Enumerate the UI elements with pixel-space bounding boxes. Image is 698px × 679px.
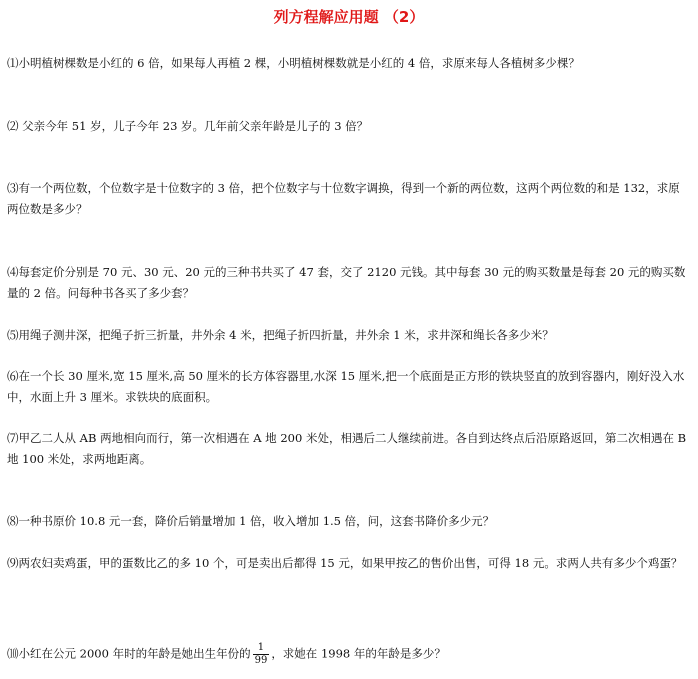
- question-3: ⑶有一个两位数，个位数字是十位数字的 3 倍，把个位数字与十位数字调换，得到一个新的两位数，这两个两位数的和是 132，求原两位数是多少？: [7, 181, 680, 216]
- question-2: ⑵ 父亲今年 51 岁，儿子今年 23 岁。几年前父亲年龄是儿子的 3 倍？: [7, 119, 369, 133]
- question-10-text-end: ，求她在 1998 年的年龄是多少？: [271, 646, 446, 661]
- question-6: ⑹在一个长 30 厘米,宽 15 厘米,高 50 厘米的长方体容器里,水深 15 厘米,把一个底面是正方形的铁块竖直的放到容器内，刚好没入水中，水面上升 3 厘米。求铁块的底面积。: [7, 369, 685, 404]
- question-9: ⑼两农妇卖鸡蛋，甲的蛋数比乙的多 10 个，可是卖出后都得 15 元，如果甲按乙的售价出售，可得 18 元。求两人共有多少个鸡蛋？: [7, 556, 683, 570]
- question-7: ⑺甲乙二人从 AB 两地相向而行，第一次相遇在 A 地 200 米处，相遇后二人继续前进。各自到达终点后沿原路返回，第二次相遇在 B 地 100 米处，求两地距离。: [7, 431, 687, 466]
- question-10-text: ⑽小红在公元 2000 年时的年龄是她出生年份的: [7, 646, 251, 661]
- question-4: ⑷每套定价分别是 70 元、30 元、20 元的三种书共买了 47 套，交了 2120 元钱。其中每套 30 元的购买数量是每套 20 元的购买数量的 2 倍。问每种书各买了多少套？: [7, 265, 686, 300]
- fraction-denominator: 99: [254, 655, 268, 666]
- fraction-numerator: 1: [253, 642, 270, 655]
- question-5: ⑸用绳子测井深，把绳子折三折量，井外余 4 米，把绳子折四折量，井外余 1 米，求井深和绳长各多少米？: [7, 328, 554, 342]
- page-title: 列方程解应用题 （2）: [273, 8, 425, 26]
- fraction: [253, 642, 270, 667]
- question-8: ⑻一种书原价 10.8 元一套，降价后销量增加 1 倍，收入增加 1.5 倍，问，这套书降价多少元？: [7, 514, 495, 528]
- question-1: ⑴小明植树棵数是小红的 6 倍，如果每人再植 2 棵，小明植树棵数就是小红的 4 倍，求原来每人各植树多少棵？: [7, 56, 580, 70]
- question-10: [7, 642, 687, 667]
